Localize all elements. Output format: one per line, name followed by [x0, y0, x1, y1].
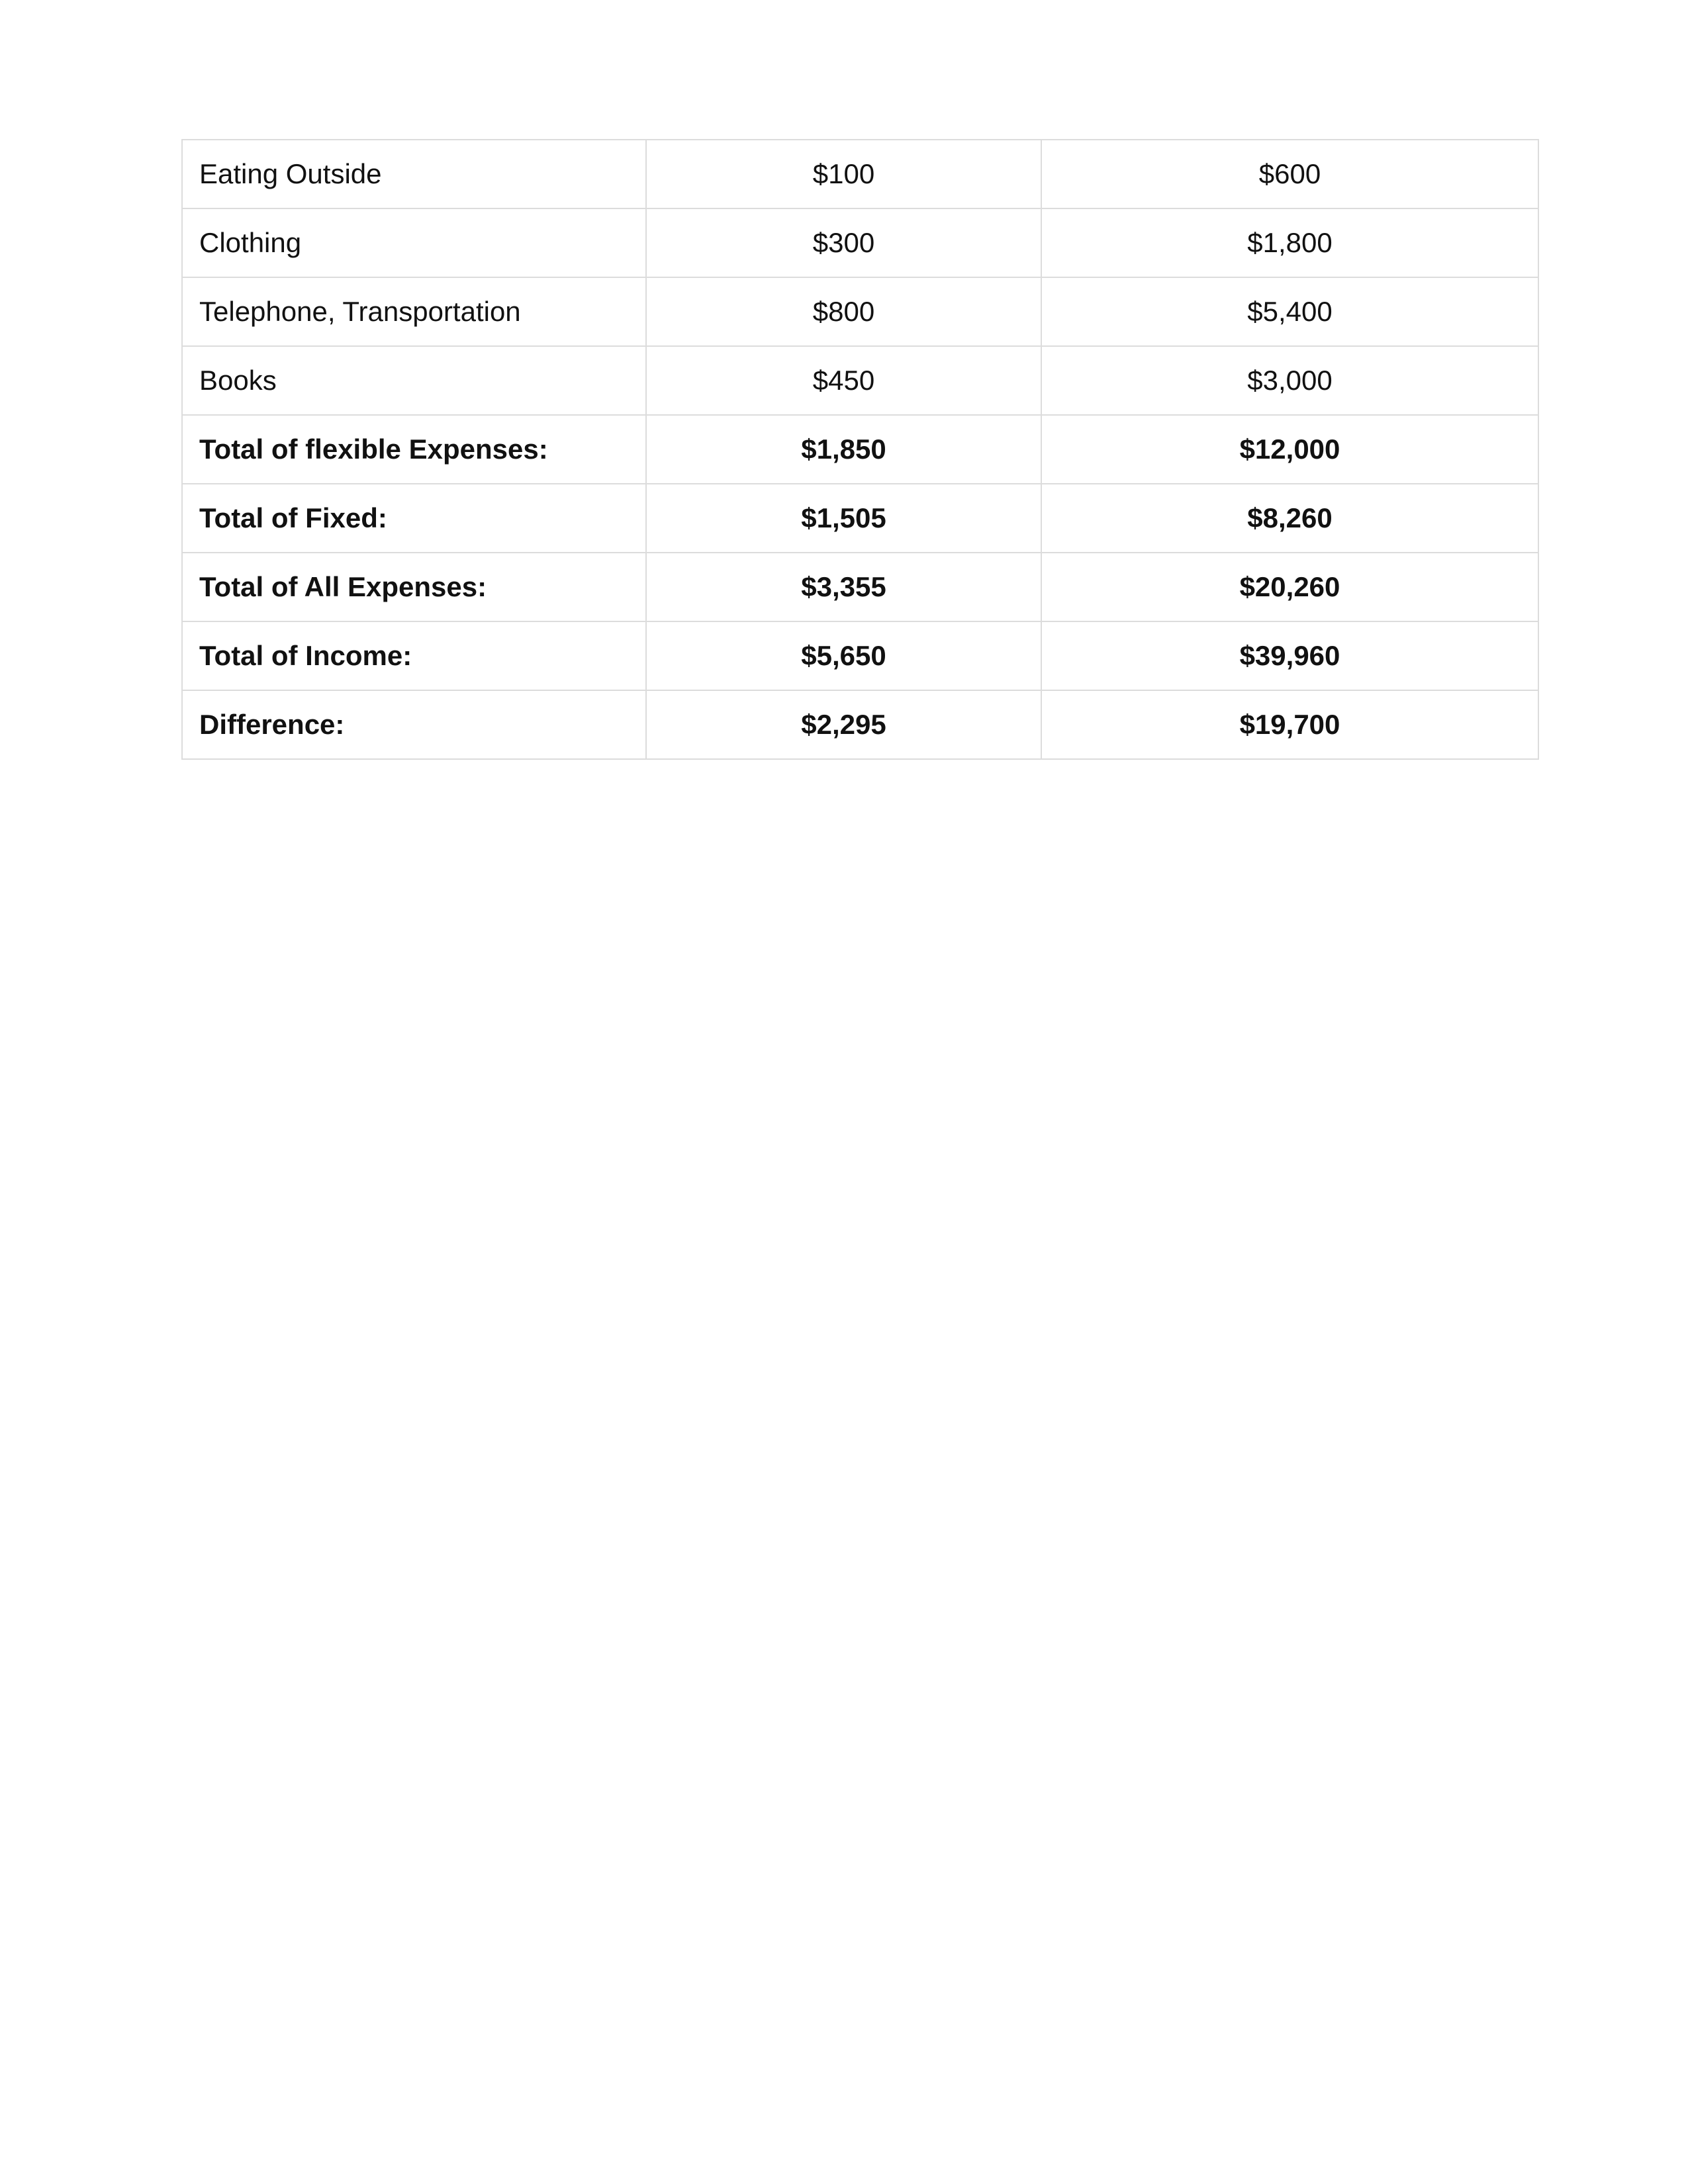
table-row-total-fixed — [182, 484, 1538, 553]
row-value-col3: $19,700 — [1041, 690, 1538, 759]
row-label: Total of Fixed: — [182, 484, 646, 553]
table-row-books — [182, 346, 1538, 415]
row-label: Difference: — [182, 690, 646, 759]
table-row-total-all-expenses — [182, 553, 1538, 621]
row-label: Total of Income: — [182, 621, 646, 690]
table-row-total-income — [182, 621, 1538, 690]
row-value-col2: $800 — [646, 277, 1041, 346]
table-row-total-flexible — [182, 415, 1538, 484]
row-label: Eating Outside — [182, 140, 646, 208]
row-value-col3: $3,000 — [1041, 346, 1538, 415]
table-row-telephone-transportation — [182, 277, 1538, 346]
table-row-eating-outside — [182, 140, 1538, 208]
row-value-col2: $1,850 — [646, 415, 1041, 484]
row-value-col2: $3,355 — [646, 553, 1041, 621]
row-label: Clothing — [182, 208, 646, 277]
row-value-col2: $100 — [646, 140, 1041, 208]
row-label: Total of flexible Expenses: — [182, 415, 646, 484]
budget-table — [181, 139, 1539, 760]
table-row-difference — [182, 690, 1538, 759]
row-value-col2: $1,505 — [646, 484, 1041, 553]
row-label: Books — [182, 346, 646, 415]
row-value-col2: $2,295 — [646, 690, 1041, 759]
row-label: Telephone, Transportation — [182, 277, 646, 346]
row-value-col2: $300 — [646, 208, 1041, 277]
row-value-col3: $12,000 — [1041, 415, 1538, 484]
row-value-col2: $5,650 — [646, 621, 1041, 690]
row-label: Total of All Expenses: — [182, 553, 646, 621]
table-row-clothing — [182, 208, 1538, 277]
row-value-col3: $1,800 — [1041, 208, 1538, 277]
row-value-col3: $600 — [1041, 140, 1538, 208]
row-value-col3: $39,960 — [1041, 621, 1538, 690]
row-value-col3: $8,260 — [1041, 484, 1538, 553]
row-value-col3: $20,260 — [1041, 553, 1538, 621]
row-value-col3: $5,400 — [1041, 277, 1538, 346]
row-value-col2: $450 — [646, 346, 1041, 415]
